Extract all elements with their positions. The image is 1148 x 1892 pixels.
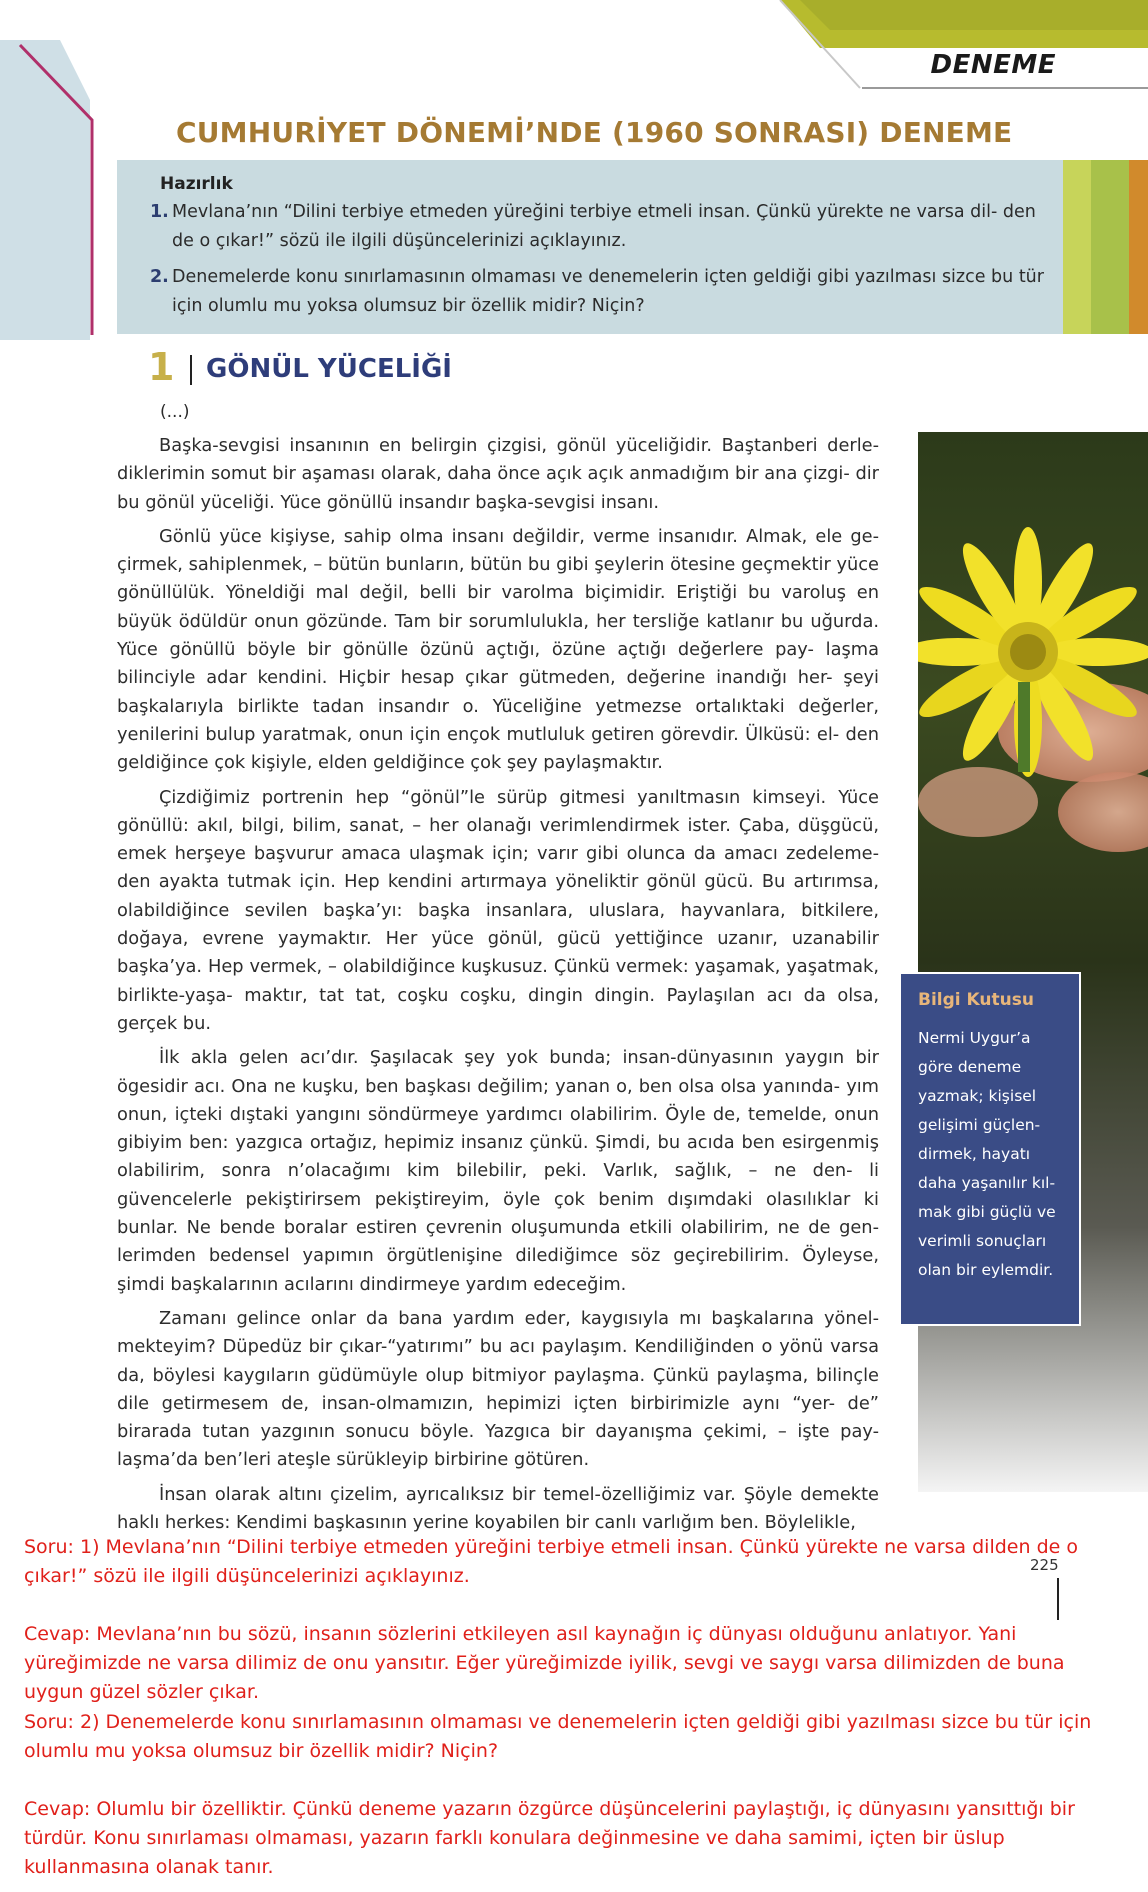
left-decoration [0, 40, 120, 340]
paragraph: Başka-sevgisi insanının en belirgin çizgisi, gönül yüceliğidir. Baştanberi derle- diklerimin somut bir aşaması olarak, daha önce açık açık anmadığım bir ana çizgi- dir bu gönül yüceliği. Yüce gönüllü insandır başka-sevgisi insanı. [117, 435, 879, 513]
section-divider [190, 355, 192, 385]
prep-strip [1063, 160, 1091, 334]
preparation-item [150, 263, 1050, 321]
essay-text [117, 432, 879, 1543]
preparation-heading: Hazırlık [160, 174, 233, 194]
page-title: CUMHURİYET DÖNEMİ’NDE (1960 SONRASI) DENEME [176, 116, 1013, 149]
paragraph: Çizdiğimiz portrenin hep “gönül”le sürüp gitmesi yanıltmasın kimseyi. Yüce gönüllü: akıl, bilgi, bilim, sanat, – her olanağı verimlendirmek ister. Çaba, düşgücü, emek herşeye başvurur amaca ulaşmak için; varır gibi olunca da amacı zedeleme- den ayakta tutmak için. Hep kendini artırmaya yöneliktir gönül gücü. Bu artırımsa, olabildiğince sevilen başka’yı: başka insanlara, uluslara, hayvanlara, bitkilere, doğaya, evrene yaymaktır. Her yüce gönül, gücü yettiğince uzanır, uzanabilir başka’ya. Hep vermek, – olabildiğince kuşkusuz. Çünkü vermek: yaşamak, yaşatmak, birlikte-yaşa- maktır, tat tat, coşku coşku, dingin dingin. Paylaşılan acı da olsa, gerçek bu. [117, 786, 879, 1034]
item-number: 1. [150, 202, 169, 222]
item-number: 2. [150, 267, 169, 287]
question-2: Soru: 2) Denemelerde konu sınırlamasının olmaması ve denemelerin içten geldiği gibi yazılması sizce bu tür için olumlu mu yoksa olumsuz bir özellik midir? Niçin? [24, 1711, 1092, 1762]
paragraph: Zamanı gelince onlar da bana yardım eder, kaygısıyla mı başkalarına yönel- mekteyim? Düpedüz bir çıkar-“yatırımı” bu acı paylaşım. Kendiliğinden o yönü varsa da, böylesi kaygıların güdümüyle olup bitmiyor paylaşma. Çünkü paylaşma, bilinçle dile getirmesem de, insan-olmamızın, hepimizi içten birbirimizle aynı “yer- de” birarada tutan yazgının sonucu böyle. Yazgıca bir dayanışma çekimi, – işte pay- laşma’da ben’leri ateşle sürükleyip birbirine götüren. [117, 1307, 879, 1471]
section-tag: DENEME [930, 50, 1056, 80]
ellipsis: (...) [160, 402, 190, 422]
info-box-title: Bilgi Kutusu [918, 990, 1034, 1010]
prep-strip [1129, 160, 1148, 334]
section-title: GÖNÜL YÜCELİĞİ [206, 354, 452, 384]
preparation-item [150, 198, 1050, 256]
page-number: 225 [1030, 1556, 1059, 1574]
paragraph: İlk akla gelen acı’dır. Şaşılacak şey yok bunda; insan-dünyasının yaygın bir ögesidir acı. Ona ne kuşku, ben başkası değilim; yanan o, ben olsa olsa yanında- yım onun, içteki dıştaki yangını söndürmeye yardımcı olabilirim. Öyle de, temelde, onun gibiyim ben: yazgıca ortağız, hepimiz insanız çünkü. Şimdi, bu acıda ben esirgenmiş olabilirim, sonra n’olacağımı kim bilebilir, peki. Varlık, sağlık, – ne den- li güvencelerle pekiştirirsem pekiştireyim, öyle çok benim dışımdaki olasılıklar ki bunlar. Ne bende boralar estiren çevrenin oluşumunda etkili olabilirim, ne de gen- lerimden bedensel yapımın örgütlenişine dilediğimce söz geçirebilirim. Öyleyse, şimdi başkalarının acılarını dindirmeye yardım edeceğim. [117, 1047, 879, 1295]
question-1: Soru: 1) Mevlana’nın “Dilini terbiye etmeden yüreğini terbiye etmeli insan. Çünkü yürekte ne varsa dilden de o çıkar!” sözü ile ilgili düşüncelerinizi açıklayınız. [24, 1536, 1078, 1587]
answer-1: Cevap: Mevlana’nın bu sözü, insanın sözlerini etkileyen asıl kaynağın iç dünyası olduğunu anlatıyor. Yani yüreğimizde ne varsa dilimiz de onu yansıtır. Eğer yüreğimizde iyilik, sevgi ve saygı varsa dilimizden de buna uygun güzel sözler çıkar. [24, 1623, 1065, 1703]
paragraph: İnsan olarak altını çizelim, ayrıcalıksız bir temel-özelliğimiz var. Şöyle demekte haklı herkes: Kendimi başkasının yerine koyabilen bir canlı varlığım ben. Böylelikle, [117, 1483, 879, 1533]
item-text: Mevlana’nın “Dilini terbiye etmeden yüreğini terbiye etmeli insan. Çünkü yürekte ne varsa dil- den de o çıkar!” sözü ile ilgili düşüncelerinizi açıklayınız. [172, 202, 1036, 251]
flower-photo [918, 432, 1148, 1492]
paragraph: Gönlü yüce kişiyse, sahip olma insanı değildir, verme insanıdır. Almak, ele ge- çirmek, sahiplenmek, – bütün bunların, bütün bu gibi şeylerin ötesine geçmektir yüce gönüllülük. Yöneldiği mal değil, belli bir varolma biçimidir. Eriştiği bu varoluş en büyük ödüldür onun gözünde. Tam bir sorumlulukla, her tersliğe katlanır bu uğurda. Yüce gönüllü böyle bir gönülle özünü açtığı, özüne açtığı değerlere pay- laşma bilinciyle adar kendini. Hiçbir hesap çıkar gütmeden, değerine inandığı her- şeyi başkalarıyla birlikte tadan insandır o. Yüceliğine yetmezse ortalıktaki değerler, yenilerini bulup yaratmak, onun için ençok mutluluk getiren görevdir. Ülküsü: el- den geldiğince çok kişiyle, elden geldiğince çok şey paylaşmaktır. [117, 525, 879, 774]
answer-2: Cevap: Olumlu bir özelliktir. Çünkü deneme yazarın özgürce düşüncelerini paylaştığı, iç dünyasını yansıttığı bir türdür. Konu sınırlaması olmaması, yazarın farklı konulara değinmesine ve daha samimi, içten bir üslup kullanmasına olanak tanır. [24, 1798, 1075, 1878]
info-box-text: Nermi Uygur’a göre deneme yazmak; kişisel gelişimi güçlen- dirmek, hayatı daha yaşanılır kıl- mak gibi güçlü ve verimli sonuçları olan bir eylemdir. [918, 1029, 1056, 1279]
section-number: 1 [148, 345, 175, 389]
prep-strip [1091, 160, 1129, 334]
item-text: Denemelerde konu sınırlamasının olmaması ve denemelerin içten geldiği gibi yazılması sizce bu tür için olumlu mu yoksa olumsuz bir özellik midir? Niçin? [172, 267, 1044, 316]
